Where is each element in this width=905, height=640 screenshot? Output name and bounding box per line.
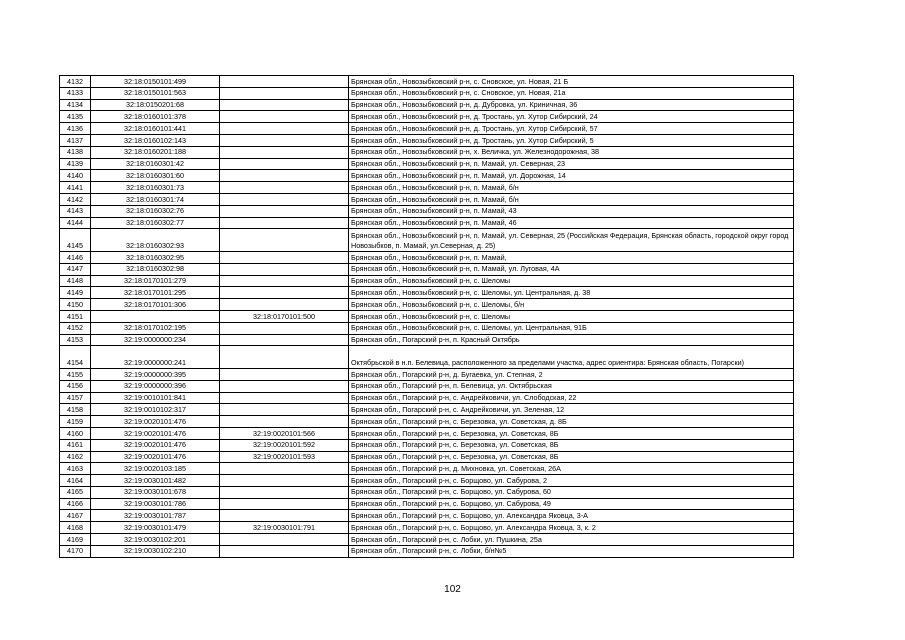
address-cell: Брянская обл., Погарский р-н, с. Борщово, ул. Сабурова, 2 — [349, 475, 794, 487]
row-number-cell: 4145 — [60, 229, 91, 252]
address-cell: Брянская обл., Новозыбковский р-н, п. Мамай, ул. Северная, 25 (Российская Федерация, Брянская область, городской округ город Новозыбков, п. Мамай, ул.Северная, д. 25) — [349, 229, 794, 252]
cadastral-number-cell: 32:19:0020101:476 — [91, 427, 220, 439]
row-number-cell: 4135 — [60, 111, 91, 123]
linked-cadastral-number-cell — [220, 263, 349, 275]
cadastral-number-cell: 32:18:0160302:95 — [91, 251, 220, 263]
address-cell: Брянская обл., Новозыбковский р-н, д. Тростань, ул. Хутор Сибирский, 5 — [349, 134, 794, 146]
table-row — [60, 205, 794, 217]
row-number-cell: 4166 — [60, 498, 91, 510]
cadastral-number-cell: 32:19:0000000:395 — [91, 368, 220, 380]
cadastral-number-cell: 32:18:0170101:295 — [91, 287, 220, 299]
linked-cadastral-number-cell — [220, 76, 349, 88]
row-number-cell: 4141 — [60, 182, 91, 194]
row-number-cell: 4151 — [60, 310, 91, 322]
address-cell: Брянская обл., Новозыбковский р-н, д. Тростань, ул. Хутор Сибирский, 57 — [349, 123, 794, 135]
row-number-cell: 4133 — [60, 87, 91, 99]
linked-cadastral-number-cell — [220, 217, 349, 229]
cadastral-number-cell: 32:19:0030101:678 — [91, 486, 220, 498]
table-row — [60, 310, 794, 322]
row-number-cell: 4158 — [60, 404, 91, 416]
linked-cadastral-number-cell: 32:19:0020101:566 — [220, 427, 349, 439]
cadastral-number-cell: 32:19:0030102:201 — [91, 534, 220, 546]
linked-cadastral-number-cell — [220, 368, 349, 380]
linked-cadastral-number-cell — [220, 182, 349, 194]
address-cell: Брянская обл., Погарский р-н, с. Борщово, ул. Сабурова, 49 — [349, 498, 794, 510]
cadastral-number-cell: 32:18:0160101:378 — [91, 111, 220, 123]
linked-cadastral-number-cell — [220, 346, 349, 369]
row-number-cell: 4156 — [60, 380, 91, 392]
row-number-cell: 4138 — [60, 146, 91, 158]
cadastral-number-cell — [91, 310, 220, 322]
row-number-cell: 4160 — [60, 427, 91, 439]
linked-cadastral-number-cell: 32:19:0020101:592 — [220, 439, 349, 451]
linked-cadastral-number-cell — [220, 87, 349, 99]
cadastral-number-cell: 32:18:0160302:77 — [91, 217, 220, 229]
address-cell: Брянская обл., Погарский р-н, п. Красный Октябрь — [349, 334, 794, 346]
linked-cadastral-number-cell — [220, 534, 349, 546]
table-row — [60, 287, 794, 299]
cadastral-number-cell: 32:18:0160301:60 — [91, 170, 220, 182]
linked-cadastral-number-cell — [220, 380, 349, 392]
address-cell: Брянская обл., Новозыбковский р-н, п. Мамай, — [349, 251, 794, 263]
linked-cadastral-number-cell — [220, 334, 349, 346]
table-row — [60, 416, 794, 428]
table-row — [60, 475, 794, 487]
row-number-cell: 4137 — [60, 134, 91, 146]
cadastral-number-cell: 32:18:0160301:73 — [91, 182, 220, 194]
linked-cadastral-number-cell — [220, 158, 349, 170]
row-number-cell: 4159 — [60, 416, 91, 428]
cadastral-number-cell: 32:18:0160301:74 — [91, 193, 220, 205]
row-number-cell: 4170 — [60, 545, 91, 557]
address-cell: Брянская обл., Погарский р-н, с. Лобки, б/н№5 — [349, 545, 794, 557]
table-row — [60, 123, 794, 135]
cadastral-number-cell: 32:19:0020103:185 — [91, 463, 220, 475]
row-number-cell: 4157 — [60, 392, 91, 404]
table-row — [60, 134, 794, 146]
table-row — [60, 170, 794, 182]
row-number-cell: 4136 — [60, 123, 91, 135]
address-cell: Брянская обл., Новозыбковский р-н, с. Шеломы, б/н — [349, 299, 794, 311]
table-row — [60, 368, 794, 380]
row-number-cell: 4132 — [60, 76, 91, 88]
table-row — [60, 334, 794, 346]
linked-cadastral-number-cell — [220, 170, 349, 182]
table-row — [60, 275, 794, 287]
cadastral-number-cell: 32:19:0020101:476 — [91, 451, 220, 463]
address-cell: Брянская обл., Новозыбковский р-н, д. Тростань, ул. Хутор Сибирский, 24 — [349, 111, 794, 123]
table-row — [60, 111, 794, 123]
linked-cadastral-number-cell — [220, 498, 349, 510]
address-cell: Брянская обл., Погарский р-н, с. Андрейковичи, ул. Зеленая, 12 — [349, 404, 794, 416]
table-row — [60, 193, 794, 205]
table-row — [60, 99, 794, 111]
cadastral-number-cell: 32:18:0150201:68 — [91, 99, 220, 111]
cadastral-number-cell: 32:18:0160302:76 — [91, 205, 220, 217]
row-number-cell: 4162 — [60, 451, 91, 463]
address-cell: Брянская обл., Погарский р-н, д. Михновка, ул. Советская, 26А — [349, 463, 794, 475]
linked-cadastral-number-cell — [220, 404, 349, 416]
row-number-cell: 4142 — [60, 193, 91, 205]
table-row — [60, 522, 794, 534]
linked-cadastral-number-cell: 32:19:0030101:791 — [220, 522, 349, 534]
linked-cadastral-number-cell — [220, 275, 349, 287]
table-row — [60, 380, 794, 392]
table-row — [60, 146, 794, 158]
linked-cadastral-number-cell: 32:19:0020101:593 — [220, 451, 349, 463]
address-cell: Брянская обл., Новозыбковский р-н, с. Сновское, ул. Новая, 21 Б — [349, 76, 794, 88]
cadastral-number-cell: 32:19:0020101:476 — [91, 416, 220, 428]
row-number-cell: 4140 — [60, 170, 91, 182]
address-cell: Брянская обл., Новозыбковский р-н, п. Мамай, ул. Луговая, 4А — [349, 263, 794, 275]
table-row — [60, 158, 794, 170]
cadastral-number-cell: 32:18:0160301:42 — [91, 158, 220, 170]
cadastral-number-cell: 32:19:0000000:234 — [91, 334, 220, 346]
address-cell: Брянская обл., Погарский р-н, с. Березовка, ул. Советская, 8Б — [349, 439, 794, 451]
linked-cadastral-number-cell — [220, 486, 349, 498]
cadastral-number-cell: 32:19:0010101:841 — [91, 392, 220, 404]
cadastral-number-cell: 32:19:0000000:396 — [91, 380, 220, 392]
linked-cadastral-number-cell — [220, 475, 349, 487]
cadastral-number-cell: 32:19:0030102:210 — [91, 545, 220, 557]
cadastral-number-cell: 32:18:0150101:499 — [91, 76, 220, 88]
address-cell: Брянская обл., Новозыбковский р-н, с. Шеломы, ул. Центральная, д. 38 — [349, 287, 794, 299]
table-row — [60, 346, 794, 369]
row-number-cell: 4161 — [60, 439, 91, 451]
linked-cadastral-number-cell — [220, 134, 349, 146]
cadastral-number-cell: 32:19:0010102:317 — [91, 404, 220, 416]
table-row — [60, 545, 794, 557]
address-cell: Брянская обл., Новозыбковский р-н, д. Дубровка, ул. Криничная, 36 — [349, 99, 794, 111]
address-cell: Брянская обл., Погарский р-н, с. Березовка, ул. Советская, 8Б — [349, 451, 794, 463]
address-cell: Брянская обл., Новозыбковский р-н, п. Мамай, ул. Дорожная, 14 — [349, 170, 794, 182]
table-row — [60, 182, 794, 194]
table-row — [60, 510, 794, 522]
address-cell: Брянская обл., Погарский р-н, д. Бугаевка, ул. Степная, 2 — [349, 368, 794, 380]
table-row — [60, 299, 794, 311]
address-cell: Брянская обл., Погарский р-н, с. Андрейковичи, ул. Слободская, 22 — [349, 392, 794, 404]
linked-cadastral-number-cell — [220, 545, 349, 557]
row-number-cell: 4163 — [60, 463, 91, 475]
row-number-cell: 4149 — [60, 287, 91, 299]
cadastral-number-cell: 32:19:0030101:786 — [91, 498, 220, 510]
linked-cadastral-number-cell — [220, 99, 349, 111]
row-number-cell: 4155 — [60, 368, 91, 380]
linked-cadastral-number-cell — [220, 322, 349, 334]
linked-cadastral-number-cell — [220, 463, 349, 475]
linked-cadastral-number-cell — [220, 229, 349, 252]
linked-cadastral-number-cell — [220, 123, 349, 135]
address-cell: Брянская обл., Новозыбковский р-н, п. Мамай, 46 — [349, 217, 794, 229]
table-row — [60, 87, 794, 99]
address-cell: Брянская обл., Новозыбковский р-н, п. Мамай, ул. Северная, 23 — [349, 158, 794, 170]
table-row — [60, 392, 794, 404]
address-cell: Брянская обл., Погарский р-н, п. Белевица, ул. Октябрьская — [349, 380, 794, 392]
row-number-cell: 4144 — [60, 217, 91, 229]
cadastral-number-cell: 32:19:0030101:482 — [91, 475, 220, 487]
row-number-cell: 4139 — [60, 158, 91, 170]
row-number-cell: 4154 — [60, 346, 91, 369]
address-cell: Брянская обл., Погарский р-н, с. Березовка, ул. Советская, 8Б — [349, 427, 794, 439]
table-row — [60, 498, 794, 510]
address-cell: Брянская обл., Новозыбковский р-н, п. Мамай, б/н — [349, 193, 794, 205]
address-cell: Брянская обл., Погарский р-н, с. Борщово, ул. Александра Яковца, 3-А — [349, 510, 794, 522]
row-number-cell: 4165 — [60, 486, 91, 498]
linked-cadastral-number-cell: 32:18:0170101:500 — [220, 310, 349, 322]
cadastral-number-cell: 32:18:0160302:98 — [91, 263, 220, 275]
page-number: 102 — [444, 584, 461, 595]
address-cell: Брянская обл., Новозыбковский р-н, п. Мамай, б/н — [349, 182, 794, 194]
row-number-cell: 4153 — [60, 334, 91, 346]
address-cell: Брянская обл., Новозыбковский р-н, х. Величка, ул. Железнодорожная, 38 — [349, 146, 794, 158]
row-number-cell: 4147 — [60, 263, 91, 275]
table-row — [60, 322, 794, 334]
table-row — [60, 229, 794, 252]
cadastral-number-cell: 32:18:0170101:279 — [91, 275, 220, 287]
cadastral-number-cell: 32:19:0020101:476 — [91, 439, 220, 451]
row-number-cell: 4148 — [60, 275, 91, 287]
address-cell: Брянская обл., Новозыбковский р-н, п. Мамай, 43 — [349, 205, 794, 217]
row-number-cell: 4134 — [60, 99, 91, 111]
table-row — [60, 439, 794, 451]
address-cell: Брянская обл., Новозыбковский р-н, с. Сновское, ул. Новая, 21а — [349, 87, 794, 99]
table-row — [60, 251, 794, 263]
cadastral-number-cell: 32:19:0000000:241 — [91, 346, 220, 369]
table-row — [60, 217, 794, 229]
linked-cadastral-number-cell — [220, 299, 349, 311]
row-number-cell: 4169 — [60, 534, 91, 546]
linked-cadastral-number-cell — [220, 392, 349, 404]
cadastral-number-cell: 32:18:0170101:306 — [91, 299, 220, 311]
address-cell: Брянская обл., Новозыбковский р-н, с. Шеломы — [349, 310, 794, 322]
linked-cadastral-number-cell — [220, 111, 349, 123]
linked-cadastral-number-cell — [220, 251, 349, 263]
table-row — [60, 463, 794, 475]
address-cell: Брянская обл., Погарский р-н, с. Борщово, ул. Сабурова, 60 — [349, 486, 794, 498]
address-cell: Брянская обл., Новозыбковский р-н, с. Шеломы, ул. Центральная, 91Б — [349, 322, 794, 334]
linked-cadastral-number-cell — [220, 287, 349, 299]
address-cell: Брянская обл., Погарский р-н, с. Лобки, ул. Пушкина, 25а — [349, 534, 794, 546]
table-row — [60, 451, 794, 463]
cadastral-number-cell: 32:19:0030101:787 — [91, 510, 220, 522]
cadastral-number-cell: 32:18:0170102:195 — [91, 322, 220, 334]
cadastral-number-cell: 32:18:0160101:441 — [91, 123, 220, 135]
registry-table-body — [60, 76, 794, 558]
linked-cadastral-number-cell — [220, 193, 349, 205]
cadastral-number-cell: 32:18:0150101:563 — [91, 87, 220, 99]
cadastral-number-cell: 32:18:0160201:188 — [91, 146, 220, 158]
cadastral-number-cell: 32:18:0160102:143 — [91, 134, 220, 146]
table-row — [60, 76, 794, 88]
address-cell: Брянская обл., Погарский р-н, с. Борщово, ул. Александра Яковца, 3, к. 2 — [349, 522, 794, 534]
row-number-cell: 4164 — [60, 475, 91, 487]
table-row — [60, 427, 794, 439]
row-number-cell: 4152 — [60, 322, 91, 334]
table-row — [60, 534, 794, 546]
linked-cadastral-number-cell — [220, 146, 349, 158]
cadastral-number-cell: 32:19:0030101:479 — [91, 522, 220, 534]
address-cell: Брянская обл., Новозыбковский р-н, с. Шеломы — [349, 275, 794, 287]
row-number-cell: 4146 — [60, 251, 91, 263]
table-row — [60, 404, 794, 416]
registry-table — [59, 75, 794, 558]
table-row — [60, 486, 794, 498]
row-number-cell: 4168 — [60, 522, 91, 534]
linked-cadastral-number-cell — [220, 416, 349, 428]
linked-cadastral-number-cell — [220, 205, 349, 217]
linked-cadastral-number-cell — [220, 510, 349, 522]
row-number-cell: 4143 — [60, 205, 91, 217]
address-cell: Октябрьской в н.п. Белевица, расположенного за пределами участка, адрес ориентира: Брянская область, Погарски) — [349, 346, 794, 369]
row-number-cell: 4167 — [60, 510, 91, 522]
cadastral-number-cell: 32:18:0160302:93 — [91, 229, 220, 252]
row-number-cell: 4150 — [60, 299, 91, 311]
address-cell: Брянская обл., Погарский р-н, с. Березовка, ул. Советская, д. 8Б — [349, 416, 794, 428]
table-row — [60, 263, 794, 275]
